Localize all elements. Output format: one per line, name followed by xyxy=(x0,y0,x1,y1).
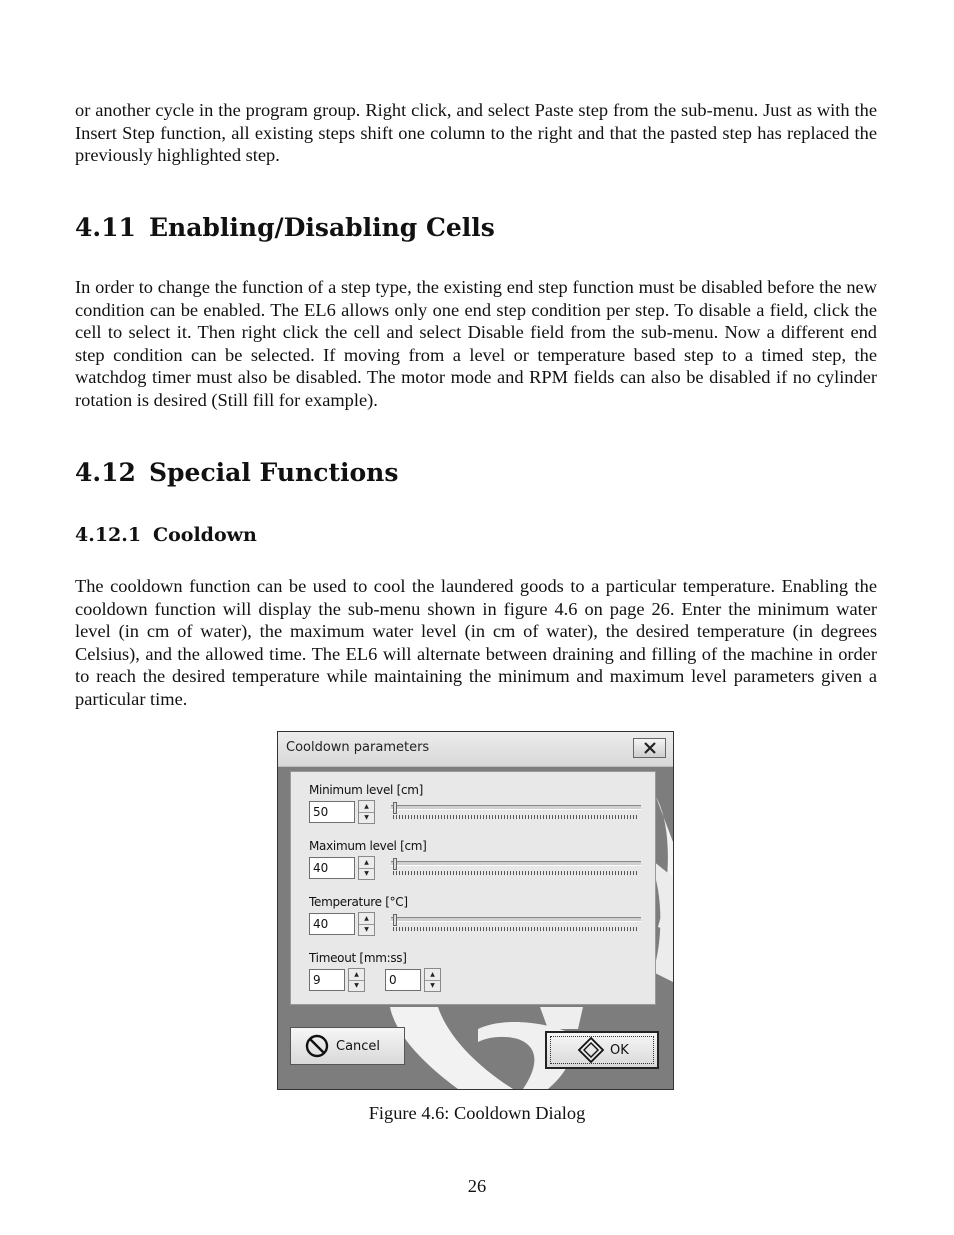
temperature-label: Temperature [°C] xyxy=(309,895,408,909)
slider-track xyxy=(391,917,641,922)
temperature-input[interactable]: 40 xyxy=(309,913,355,935)
min-level-label: Minimum level [cm] xyxy=(309,783,424,797)
min-level-slider[interactable] xyxy=(391,802,641,822)
max-level-input[interactable]: 40 xyxy=(309,857,355,879)
parameters-panel xyxy=(290,771,656,1005)
spin-down-icon[interactable]: ▼ xyxy=(364,926,369,933)
spin-up-icon[interactable]: ▲ xyxy=(359,801,374,813)
spin-down-icon[interactable]: ▼ xyxy=(364,814,369,821)
figure-caption: Figure 4.6: Cooldown Dialog xyxy=(368,1103,586,1123)
intro-paragraph: or another cycle in the program group. Right click, and select Paste step from the sub-menu. Just as with the Insert Step function, all existing steps shift one column to the right and that the pasted step has replaced the previously highlighted step. xyxy=(75,100,877,166)
close-button[interactable] xyxy=(633,738,666,758)
min-level-input[interactable]: 50 xyxy=(309,801,355,823)
timeout-minutes-spinner[interactable] xyxy=(348,968,365,992)
subsection-title: Cooldown xyxy=(153,524,257,546)
spin-up-icon[interactable]: ▲ xyxy=(349,969,364,981)
temperature-spinner[interactable] xyxy=(358,912,375,936)
section-number: 4.11 xyxy=(75,213,136,242)
timeout-seconds-spinner[interactable] xyxy=(424,968,441,992)
slider-ticks xyxy=(393,927,639,931)
temperature-slider[interactable] xyxy=(391,914,641,934)
spin-down-icon[interactable]: ▼ xyxy=(430,982,435,989)
cancel-button[interactable] xyxy=(290,1027,405,1065)
slider-thumb[interactable] xyxy=(393,914,397,926)
spin-down-icon[interactable]: ▼ xyxy=(364,870,369,877)
slider-track xyxy=(391,805,641,810)
slider-track xyxy=(391,861,641,866)
dialog-client-area xyxy=(278,767,673,1089)
section-4-11-paragraph: In order to change the function of a step type, the existing end step function must be disabled before the new condition can be enabled. The EL6 allows only one end step condition per step. To disable a field, click the cell to select it. Then right click the cell and select Disable field from the sub-menu. Now a different end step condition can be selected. If moving from a level or temperature based step to a timed step, the watchdog timer must also be disabled. The motor mode and RPM fields can also be disabled if no cylinder rotation is desired (Still fill for example). xyxy=(75,277,877,410)
timeout-seconds-input[interactable]: 0 xyxy=(385,969,421,991)
section-4-12-1-paragraph: The cooldown function can be used to cool the laundered goods to a particular temperature. Enabling the cooldown function will display the sub-menu shown in figure 4.6 on page 26. Enter the minimum water level (in cm of water), the maximum water level (in cm of water), the desired temperature (in degrees Celsius), and the allowed time. The EL6 will alternate between draining and filling of the machine in order to reach the desired temperature while maintaining the minimum and maximum level parameters given a particular time. xyxy=(75,576,877,709)
spin-down-icon[interactable]: ▼ xyxy=(354,982,359,989)
dialog-titlebar xyxy=(278,732,673,767)
section-heading-4-11 xyxy=(75,213,495,242)
section-number: 4.12 xyxy=(75,458,136,487)
subsection-heading-4-12-1 xyxy=(75,524,257,546)
timeout-label: Timeout [mm:ss] xyxy=(309,951,407,965)
min-level-spinner[interactable] xyxy=(358,800,375,824)
slider-ticks xyxy=(393,815,639,819)
cooldown-dialog-figure xyxy=(277,731,674,1090)
dialog-title: Cooldown parameters xyxy=(286,740,430,755)
spin-up-icon[interactable]: ▲ xyxy=(359,913,374,925)
spin-up-icon[interactable]: ▲ xyxy=(359,857,374,869)
subsection-number: 4.12.1 xyxy=(75,524,142,546)
section-title: Enabling/Disabling Cells xyxy=(149,213,495,242)
section-heading-4-12 xyxy=(75,458,398,487)
cancel-label: Cancel xyxy=(336,1038,381,1054)
ok-label: OK xyxy=(610,1042,629,1058)
slider-thumb[interactable] xyxy=(393,802,397,814)
cancel-icon xyxy=(304,1033,330,1059)
max-level-slider[interactable] xyxy=(391,858,641,878)
close-icon xyxy=(643,742,657,754)
max-level-spinner[interactable] xyxy=(358,856,375,880)
section-title: Special Functions xyxy=(149,458,399,487)
max-level-label: Maximum level [cm] xyxy=(309,839,427,853)
page-number: 26 xyxy=(467,1176,487,1196)
timeout-minutes-input[interactable]: 9 xyxy=(309,969,345,991)
ok-button[interactable] xyxy=(545,1031,659,1069)
slider-thumb[interactable] xyxy=(393,858,397,870)
slider-ticks xyxy=(393,871,639,875)
spin-up-icon[interactable]: ▲ xyxy=(425,969,440,981)
focus-outline xyxy=(550,1036,654,1064)
